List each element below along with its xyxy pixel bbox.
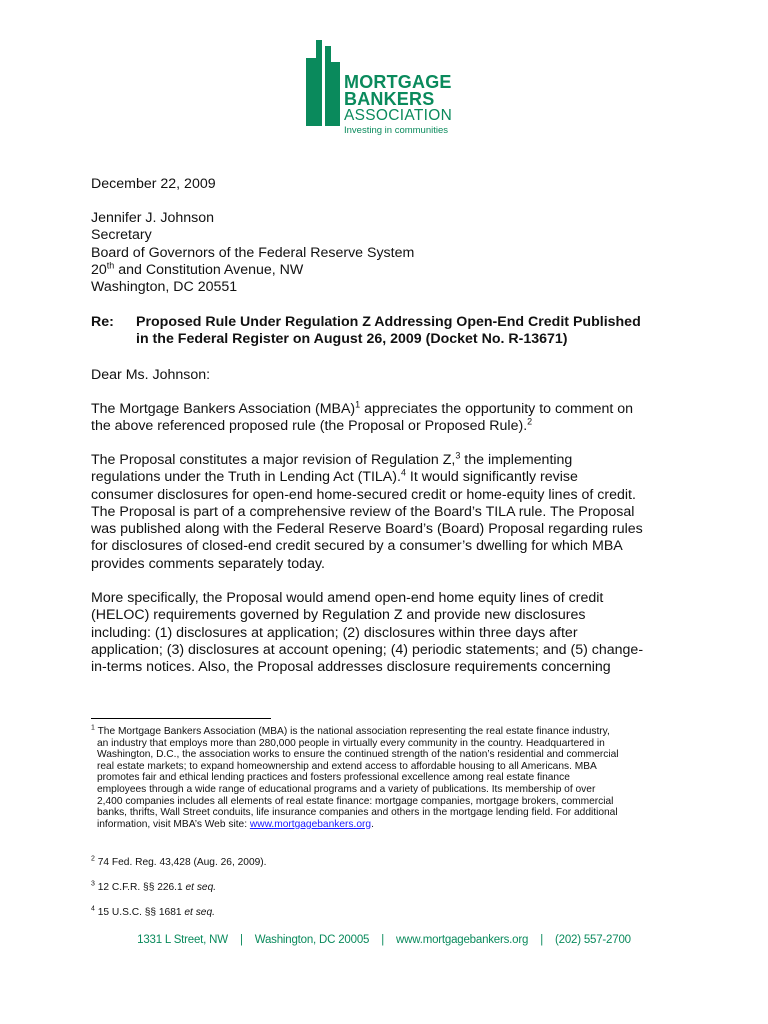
footnote-3-number: 3	[91, 880, 95, 888]
paragraph-2-line: regulations under the Truth in Lending Act (TILA).$^4$ It would significantly revise	[91, 467, 578, 486]
logo-line-mortgage: MORTGAGE	[344, 72, 452, 92]
footnote-2: $^2$ 74 Fed. Reg. 43,428 (Aug. 26, 2009).	[91, 855, 267, 868]
footnote-4-number: 4	[91, 905, 95, 913]
paragraph-2-line: for disclosures of closed-end credit secured by a consumer’s dwelling for which MBA	[91, 538, 623, 555]
footer-phone: (202) 557-2700	[555, 934, 631, 946]
subject-line-1: Proposed Rule Under Regulation Z Addressing Open-End Credit Published	[136, 314, 641, 330]
paragraph-2	[91, 452, 643, 573]
footnote-2-number: 2	[91, 855, 95, 863]
paragraph-3	[91, 590, 643, 676]
paragraph-2-line: The Proposal constitutes a major revision of Regulation Z,$^3$ the implementing	[91, 450, 573, 468]
paragraph-3-line: including: (1) disclosures at application; (2) disclosures within three days after	[91, 624, 578, 641]
logo-line-association: ASSOCIATION	[344, 107, 453, 124]
footnote-ref-1: 1	[355, 399, 361, 410]
mba-logo	[306, 40, 476, 140]
salutation: Dear Ms. Johnson:	[91, 367, 211, 383]
subject-line	[91, 314, 641, 349]
recipient-city: Washington, DC 20551	[91, 279, 238, 296]
paragraph-2-line: provides comments separately today.	[91, 555, 325, 572]
mba-website-link[interactable]: www.mortgagebankers.org	[249, 818, 372, 830]
footnote-divider	[91, 718, 271, 719]
paragraph-3-line: in-terms notices. Also, the Proposal addresses disclosure requirements concerning	[91, 659, 611, 676]
paragraph-2-line: was published along with the Federal Reserve Board’s (Board) Proposal regarding rules	[91, 521, 643, 538]
footnote-3: $^3$ 12 C.F.R. §§ 226.1 et seq.	[91, 880, 217, 893]
footer-separator: |	[540, 934, 543, 946]
paragraph-3-line: More specifically, the Proposal would amend open-end home equity lines of credit	[91, 590, 604, 606]
logo-line-bankers: BANKERS	[344, 89, 435, 109]
footer-separator: |	[381, 934, 385, 946]
recipient-name: Jennifer J. Johnson	[91, 210, 215, 226]
paragraph-1	[91, 401, 633, 436]
footnote-ref-4: 4	[400, 467, 406, 478]
subject-line-2: in the Federal Register on August 26, 2009 (Docket No. R-13671)	[136, 331, 568, 348]
paragraph-2-line: consumer disclosures for open-end home-secured credit or home-equity lines of credit.	[91, 486, 636, 503]
recipient-org: Board of Governors of the Federal Reserve System	[91, 244, 415, 261]
footnote-ref-2: 2	[527, 416, 533, 427]
logo-tagline: Investing in communities	[344, 125, 449, 136]
footer-city: Washington, DC 20005	[254, 934, 370, 946]
recipient-street: 20th and Constitution Avenue, NW	[91, 260, 304, 278]
footnote-ref-3: 3	[455, 450, 461, 461]
recipient-title: Secretary	[91, 227, 152, 244]
footer-website[interactable]: www.mortgagebankers.org	[396, 934, 529, 946]
letterhead-footer	[0, 934, 768, 946]
paragraph-3-line: application; (3) disclosures at account opening; (4) periodic statements; and (5) change-	[91, 641, 644, 658]
recipient-address	[91, 210, 414, 296]
paragraph-1-line: the above referenced proposed rule (the Proposal or Proposed Rule).$^2$	[91, 416, 533, 435]
footnote-1-number: 1	[91, 724, 95, 732]
paragraph-2-line: The Proposal is part of a comprehensive review of the Board’s TILA rule. The Proposal	[91, 503, 635, 520]
paragraph-1-line: The Mortgage Bankers Association (MBA)$^1$ appreciates the opportunity to comment on	[91, 399, 634, 417]
subject-label: Re:	[91, 314, 114, 330]
mba-logo-text	[344, 74, 452, 137]
letter-date: December 22, 2009	[91, 176, 216, 192]
footnote-1: $^1$ The Mortgage Bankers Association (MBA) is the national association representing the real estate finance industry, an industry that employs more than 280,000 people in virtually every community in the country. Headquartered in Washington, D.C., the association works to ensure the continued strength of the nation’s residential and commercial real estate markets; to expand homeownership and extend access to affordable housing to all Americans. MBA promotes fair and ethical lending practices and fosters professional excellence among real estate finance employees through a wide range of educational programs and a variety of publications. Its membership of over 2,400 companies includes all elements of real estate finance: mortgage companies, mortgage brokers, commercial banks, thrifts, Wall Street conduits, life insurance companies and others in the mortgage lending field. For additional information, visit MBA’s Web site: www.mortgagebankers.org.	[91, 724, 619, 830]
mba-logo-mark-icon	[306, 40, 342, 126]
footer-separator: |	[239, 934, 243, 946]
footnote-4: $^4$ 15 U.S.C. §§ 1681 et seq.	[91, 905, 215, 918]
paragraph-3-line: (HELOC) requirements governed by Regulation Z and provide new disclosures	[91, 607, 586, 624]
footer-address: 1331 L Street, NW	[137, 934, 228, 946]
